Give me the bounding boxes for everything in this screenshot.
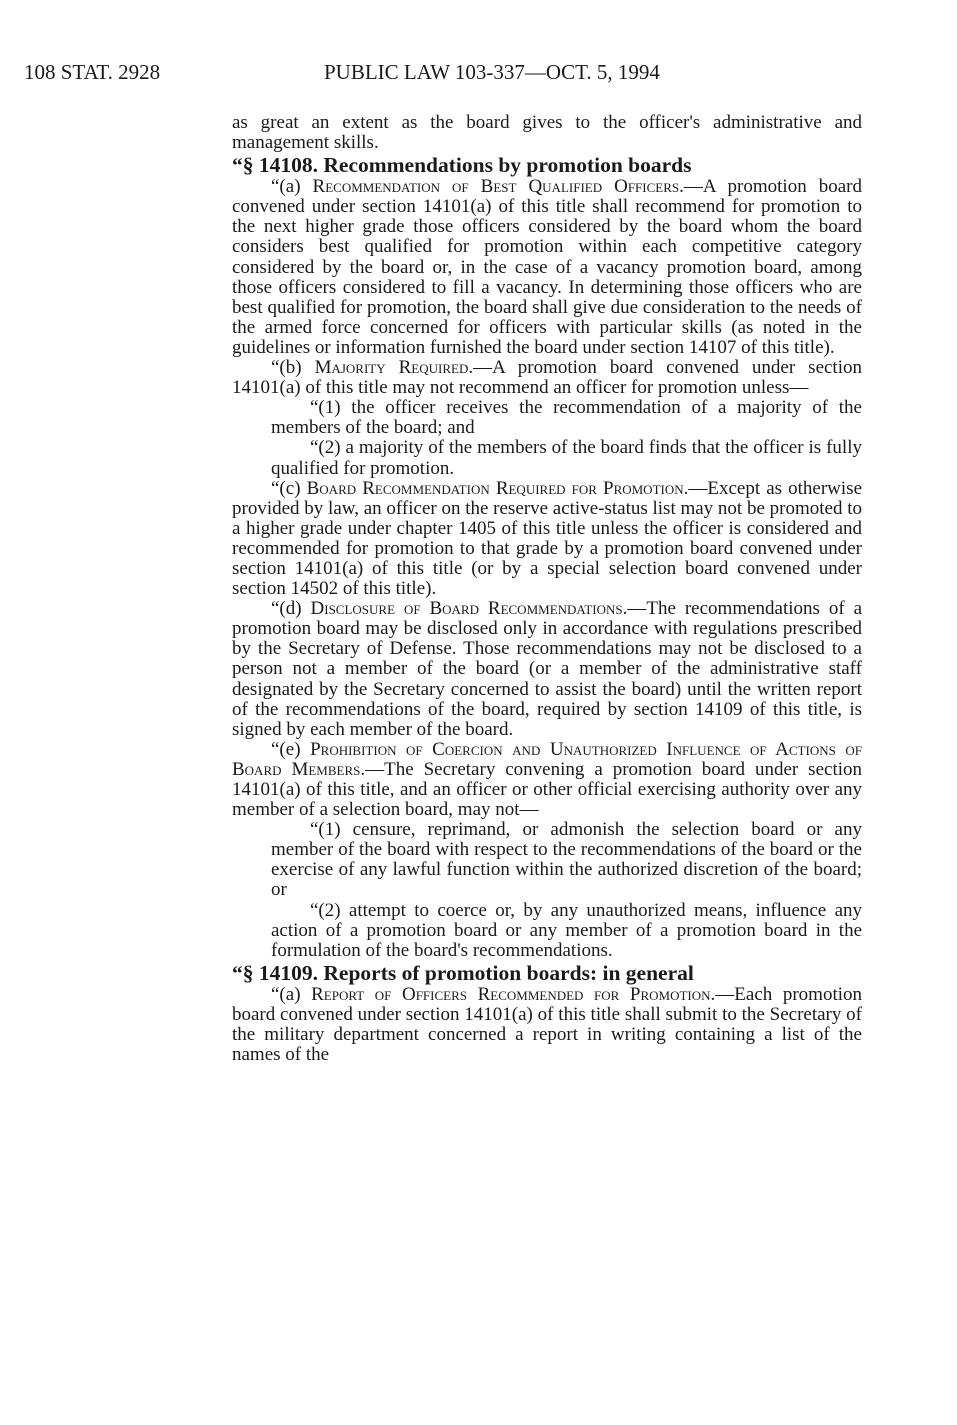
subsection-14108-b [232,358,862,398]
subsection-14108-e [232,740,862,820]
subsection-14108-c [232,479,862,600]
subsection-caption: Board Recommendation Required for Promotion. [306,477,689,499]
subsection-14108-d [232,599,862,740]
subsection-text: —The Secretary convening a promotion board under section 14101(a) of this title, and an officer or other official exercising authority over any member of a selection board, may not— [232,758,862,821]
subsection-label: “(b) [271,357,315,379]
document-body [232,113,862,1065]
paragraph-14108-b-1: “(1) the officer receives the recommendation of a majority of the members of the board; and [271,397,862,439]
running-head [24,60,917,86]
continuation-paragraph: as great an extent as the board gives to the officer's administrative and management skills. [232,112,862,154]
public-law-reference: PUBLIC LAW 103-337—OCT. 5, 1994 [324,60,660,84]
subsection-text: —The recommendations of a promotion board may be disclosed only in accordance with regulations prescribed by the Secretary of Defense. Those recommendations may not be disclosed to a person not a member of the board (or a member of the administrative staff designated by the Secretary concerned to assist the board) until the written report of the recommendations of the board, required by section 14109 of this title, is signed by each member of the board. [232,598,863,740]
subsection-caption: Majority Required. [314,357,474,379]
subsection-label: “(a) [271,983,312,1005]
subsection-14109-a [232,985,862,1065]
subsection-text: —A promotion board convened under section 14101(a) of this title shall recommend for promotion to the next higher grade those officers considered by the board whom the board considers best qualified for promotion within each competitive category considered by the board or, in the case of a vacancy promotion board, among those officers considered to fill a vacancy. In determining those officers who are best qualified for promotion, the board shall give due consideration to the needs of the armed force concerned for officers with particular skills (as noted in the guidelines or information furnished the board under section 14107 of this title). [232,176,862,358]
subsection-label: “(e) [271,738,311,760]
subsection-label: “(d) [271,598,311,620]
paragraph-14108-b-2: “(2) a majority of the members of the board finds that the officer is fully qualified for promotion. [271,437,862,479]
subsection-caption: Recommendation of Best Qualified Officers. [312,176,684,198]
subsection-14108-a [232,177,862,358]
subsection-text: —Except as otherwise provided by law, an officer on the reserve active-status list may not be promoted to a higher grade under chapter 1405 of this title unless the officer is considered and recommended for promotion to that grade by a promotion board convened under section 14101(a) of this title (or by a special selection board convened under section 14502 of this title). [232,477,862,600]
subsection-label: “(a) [271,176,313,198]
subsection-text: —A promotion board convened under section 14101(a) of this title may not recommend an officer for promotion unless— [232,357,862,399]
section-14109-heading: “§ 14109. Reports of promotion boards: in general [232,960,694,985]
section-14108-heading: “§ 14108. Recommendations by promotion boards [232,153,692,178]
paragraph-14108-e-2: “(2) attempt to coerce or, by any unauthorized means, influence any action of a promotion board or any member of a promotion board in the formulation of the board's recommendations. [271,899,862,961]
stat-reference: 108 STAT. 2928 [24,60,161,84]
subsection-text: —Each promotion board convened under section 14101(a) of this title shall submit to the Secretary of the military department concerned a report in writing containing a list of the names of the [232,983,863,1066]
subsection-label: “(c) [271,477,307,499]
subsection-caption: Prohibition of Coercion and Unauthorized Influence of Actions of Board Members. [232,738,862,780]
subsection-caption: Disclosure of Board Recommendations. [310,598,628,620]
subsection-caption: Report of Officers Recommended for Promotion. [311,983,716,1005]
paragraph-14108-e-1: “(1) censure, reprimand, or admonish the selection board or any member of the board with respect to the recommendations of the board or the exercise of any lawful function within the authorized discretion of the board; or [271,819,862,901]
